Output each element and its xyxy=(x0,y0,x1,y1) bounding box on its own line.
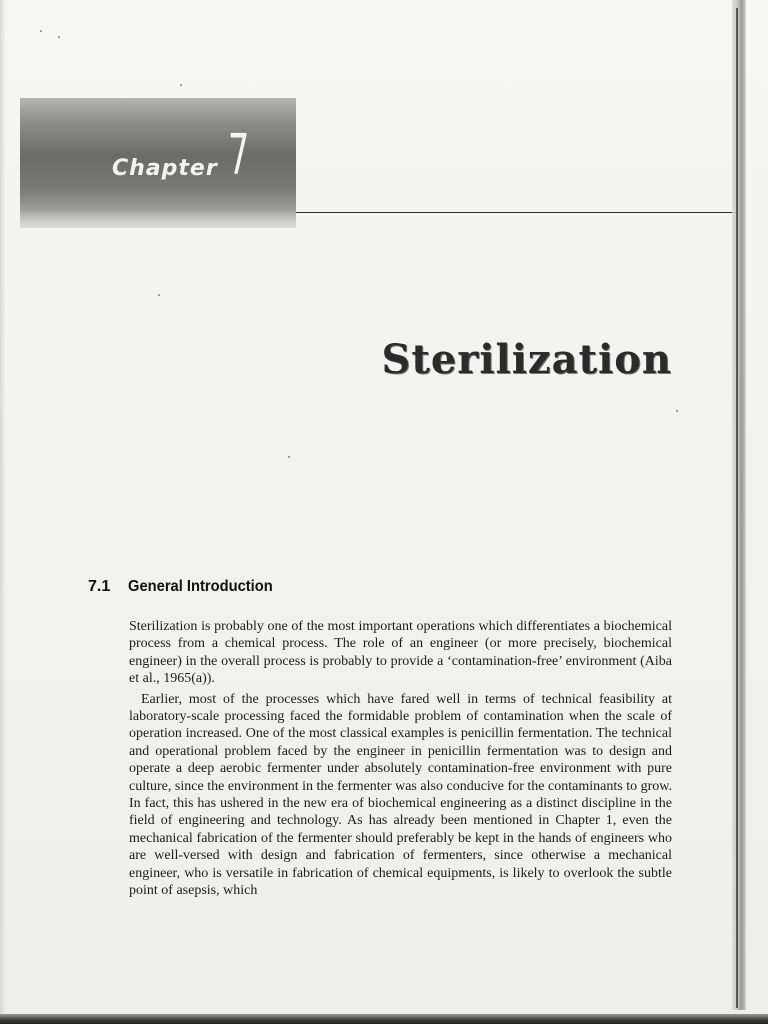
page-left-edge xyxy=(0,0,6,1024)
section-number: 7.1 xyxy=(88,578,111,595)
body-text xyxy=(129,618,672,903)
section-title: General Introduction xyxy=(128,578,273,595)
scan-speck xyxy=(58,36,60,38)
scan-speck xyxy=(288,456,290,458)
chapter-header-rule xyxy=(296,212,738,213)
scan-speck xyxy=(676,410,678,412)
book-spine-shadow xyxy=(732,0,746,1010)
paragraph-1: Sterilization is probably one of the most important operations which differentiates a biochemical process from a chemical process. The role of an engineer (or more precisely, biochemical engineer) in the overall process is probably to provide a ‘contamination-free’ environment (Aiba et al., 1965(a)). xyxy=(129,619,672,687)
scan-speck xyxy=(158,294,160,296)
page-bottom-edge xyxy=(0,1014,768,1024)
book-spine-edge xyxy=(736,8,738,1008)
scan-speck xyxy=(40,30,42,32)
scan-speck xyxy=(180,84,182,86)
chapter-number: 7 xyxy=(228,123,250,188)
chapter-title: Sterilization xyxy=(381,336,672,383)
section-heading xyxy=(88,578,285,596)
paragraph-2: Earlier, most of the processes which have fared well in terms of technical feasibility at laboratory-scale processing faced the formidable problem of contamination when the scale of operation increased. One of the most classical examples is penicillin fermentation. The technical and operational problem faced by the engineer in penicillin fermentation was to design and operate a deep aerobic fermenter under absolutely contamination-free environment with pure culture, since the environment in the fermenter was also conducive for the contaminants to grow. In fact, this has ushered in the new era of biochemical engineering as a distinct discipline in the field of engineering and technology. As has already been mentioned in Chapter 1, even the mechanical fabrication of the fermenter should preferably be kept in the hands of engineers who are well-versed with design and fabrication of fermenters, since otherwise a mechanical engineer, who is versatile in fabrication of chemical equipments, is likely to overlook the subtle point of asepsis, which xyxy=(129,691,672,899)
chapter-label: Chapter xyxy=(112,156,218,181)
